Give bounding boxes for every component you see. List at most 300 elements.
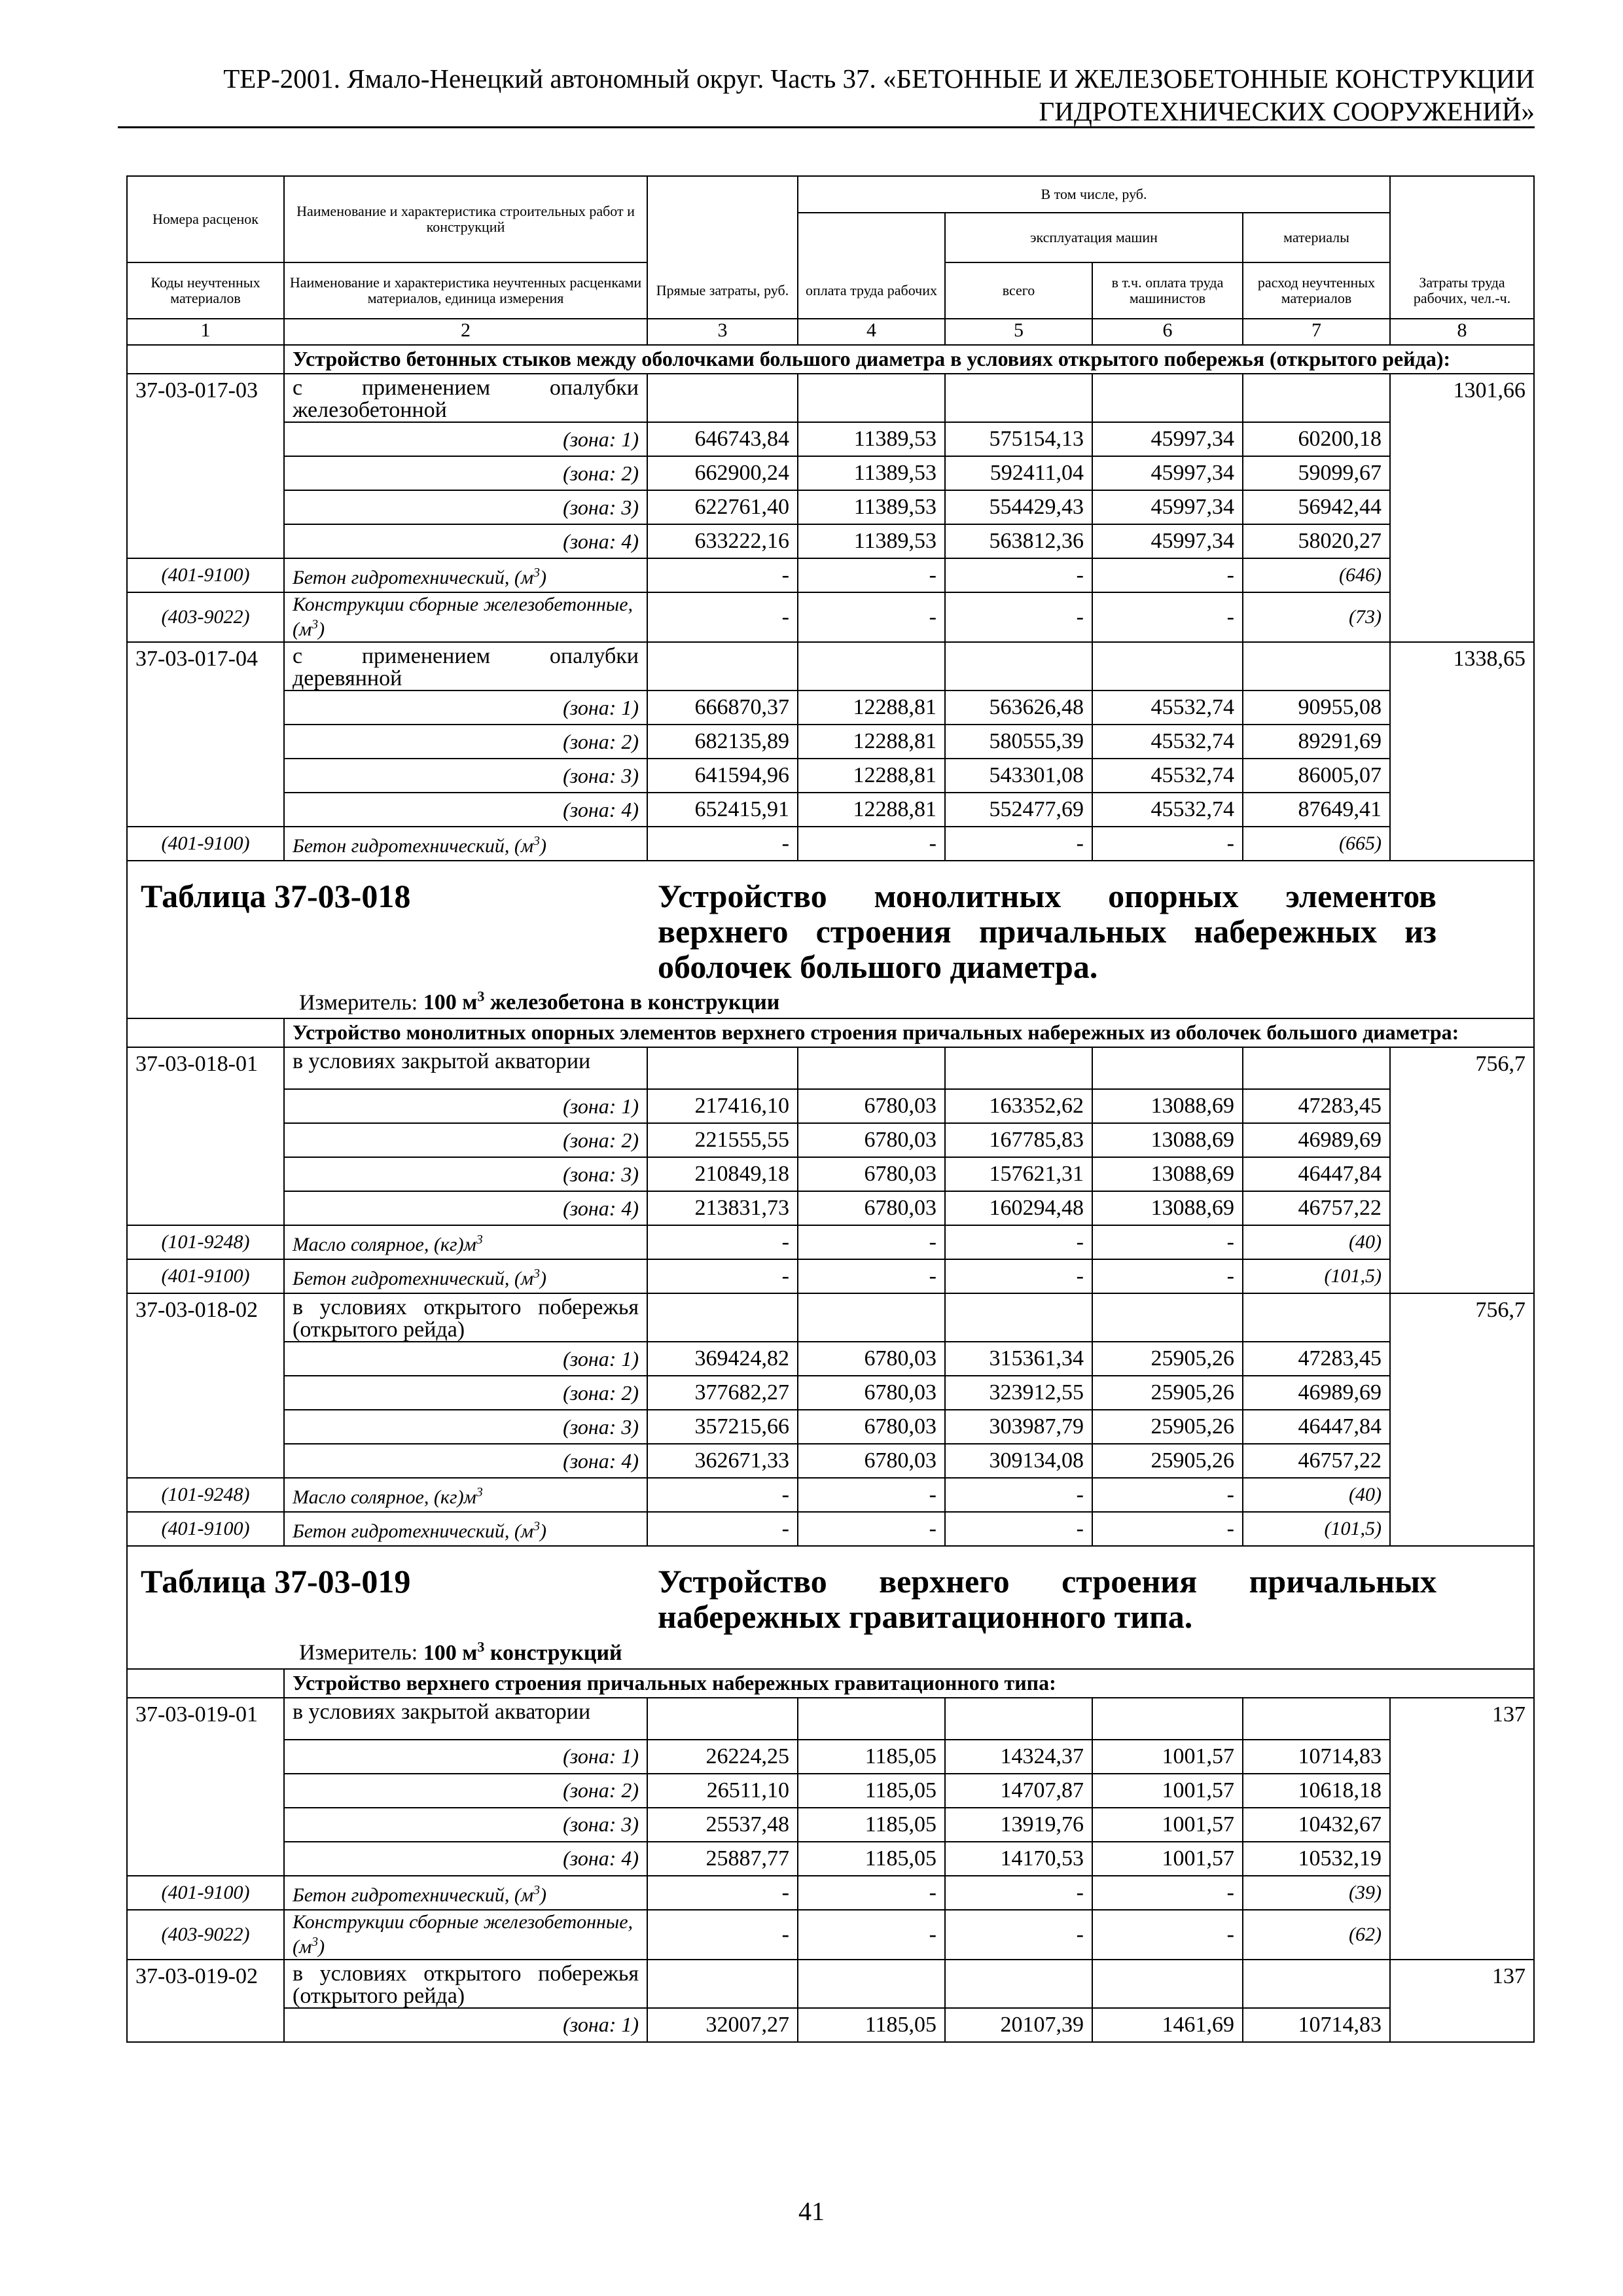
zone-value: 221555,55	[647, 1123, 798, 1157]
labor-cost: 756,7	[1390, 1047, 1534, 1293]
material-qty: (62)	[1243, 1910, 1390, 1960]
empty-cell	[798, 1960, 945, 2008]
col6-head: в т.ч. оплата труда машинистов	[1092, 262, 1243, 319]
zone-label: (зона: 1)	[284, 691, 647, 725]
table-title-wrap	[141, 1564, 1520, 1634]
measurement-unit	[299, 988, 1520, 1015]
labor-cost: 756,7	[1390, 1293, 1534, 1546]
section-heading: Устройство верхнего строения причальных набережных гравитационного типа:	[284, 1669, 1534, 1698]
section-heading-row	[127, 1669, 1534, 1698]
zone-label: (зона: 2)	[284, 725, 647, 759]
table-title-row	[127, 861, 1534, 1018]
empty-cell	[647, 1960, 798, 2008]
dash-cell: -	[945, 592, 1092, 642]
column-number: 2	[284, 319, 647, 345]
table-title-block	[127, 1546, 1534, 1668]
rate-row	[127, 642, 1534, 691]
rate-name: с применением опалубки железобетонной	[284, 374, 647, 422]
zone-value: 45532,74	[1092, 691, 1243, 725]
zone-value: 25905,26	[1092, 1444, 1243, 1478]
zone-value: 46989,69	[1243, 1376, 1390, 1410]
empty-cell	[945, 374, 1092, 422]
material-qty: (665)	[1243, 827, 1390, 861]
zone-value: 14707,87	[945, 1774, 1092, 1808]
zone-value: 12288,81	[798, 725, 945, 759]
zone-value: 1461,69	[1092, 2008, 1243, 2042]
superscript-3: 3	[312, 1934, 319, 1949]
material-row	[127, 1478, 1534, 1512]
zone-row	[127, 1157, 1534, 1191]
dash-cell: -	[945, 1225, 1092, 1259]
table-title-row	[127, 1546, 1534, 1668]
zone-value: 46757,22	[1243, 1444, 1390, 1478]
zone-label: (зона: 3)	[284, 1808, 647, 1842]
zone-row	[127, 1342, 1534, 1376]
col8-head: Затраты труда рабочих, чел.-ч.	[1390, 262, 1534, 319]
empty-cell	[1243, 1293, 1390, 1342]
zone-value: 45532,74	[1092, 793, 1243, 827]
dash-cell: -	[1092, 592, 1243, 642]
rate-name: в условиях открытого побережья (открытого рейда)	[284, 1293, 647, 1342]
zone-row	[127, 1123, 1534, 1157]
zone-value: 87649,41	[1243, 793, 1390, 827]
material-name: Масло солярное, $(кг)м^3$	[284, 1225, 647, 1259]
header-line-2: ГИДРОТЕХНИЧЕСКИХ СООРУЖЕНИЙ»	[1039, 96, 1535, 126]
zone-value: 47283,45	[1243, 1089, 1390, 1123]
measurement-value: 100 $м^3$ железобетона в конструкции	[423, 988, 780, 1015]
rate-name: с применением опалубки деревянной	[284, 642, 647, 691]
zone-value: 377682,27	[647, 1376, 798, 1410]
dash-cell: -	[1092, 1259, 1243, 1293]
column-number: 8	[1390, 319, 1534, 345]
material-code: (401-9100)	[127, 1876, 284, 1910]
zone-value: 12288,81	[798, 691, 945, 725]
zone-value: 45532,74	[1092, 725, 1243, 759]
zone-value: 1001,57	[1092, 1740, 1243, 1774]
material-name: Бетон гидротехнический, $(м^3)$	[284, 1512, 647, 1546]
zone-value: 357215,66	[647, 1410, 798, 1444]
header-line-1: ТЕР-2001. Ямало-Ненецкий автономный округ. Часть 37. «БЕТОННЫЕ И ЖЕЛЕЗОБЕТОННЫЕ КОНСТРУКЦИИ	[223, 63, 1535, 94]
zone-value: 1001,57	[1092, 1808, 1243, 1842]
zone-value: 309134,08	[945, 1444, 1092, 1478]
zone-value: 6780,03	[798, 1123, 945, 1157]
zone-row	[127, 759, 1534, 793]
zone-value: 25905,26	[1092, 1342, 1243, 1376]
table-title-block	[127, 861, 1534, 1018]
dash-cell: -	[798, 1876, 945, 1910]
empty-cell	[798, 1698, 945, 1740]
rate-name: в условиях открытого побережья (открытого рейда)	[284, 1960, 647, 2008]
zone-label: (зона: 1)	[284, 1089, 647, 1123]
zone-label: (зона: 2)	[284, 1774, 647, 1808]
empty-cell	[647, 374, 798, 422]
material-qty: (646)	[1243, 558, 1390, 592]
zone-value: 12288,81	[798, 793, 945, 827]
dash-cell: -	[945, 1478, 1092, 1512]
zone-value: 213831,73	[647, 1191, 798, 1225]
col1a-head: Номера расценок	[127, 176, 284, 262]
dash-cell: -	[1092, 1910, 1243, 1960]
zone-row	[127, 1740, 1534, 1774]
zone-value: 13088,69	[1092, 1157, 1243, 1191]
dash-cell: -	[647, 592, 798, 642]
header-rule	[118, 126, 1535, 128]
zone-value: 45997,34	[1092, 456, 1243, 490]
dash-cell: -	[1092, 1225, 1243, 1259]
zone-value: 13919,76	[945, 1808, 1092, 1842]
zone-value: 369424,82	[647, 1342, 798, 1376]
zone-row	[127, 1089, 1534, 1123]
zone-value: 46447,84	[1243, 1410, 1390, 1444]
column-number: 5	[945, 319, 1092, 345]
labor-cost: 137	[1390, 1698, 1534, 1960]
labor-cost: 1301,66	[1390, 374, 1534, 642]
dash-cell: -	[945, 1876, 1092, 1910]
material-qty: (40)	[1243, 1478, 1390, 1512]
zone-value: 6780,03	[798, 1089, 945, 1123]
column-numbers-row	[127, 319, 1534, 345]
table-title-wrap	[141, 878, 1520, 984]
col4-head: оплата труда рабочих	[798, 262, 945, 319]
dash-cell: -	[945, 1512, 1092, 1546]
col2a-head: Наименование и характеристика строительных работ и конструкций	[284, 176, 647, 262]
superscript-3: 3	[477, 1638, 485, 1655]
dash-cell: -	[1092, 1876, 1243, 1910]
dash-cell: -	[647, 827, 798, 861]
zone-value: 56942,44	[1243, 490, 1390, 524]
zone-row	[127, 524, 1534, 558]
labor-cost: 137	[1390, 1960, 1534, 2042]
section-heading-row	[127, 345, 1534, 374]
material-code: (403-9022)	[127, 1910, 284, 1960]
material-row	[127, 827, 1534, 861]
zone-value: 46757,22	[1243, 1191, 1390, 1225]
section-heading: Устройство монолитных опорных элементов верхнего строения причальных набережных из оболочек большого диаметра:	[284, 1018, 1534, 1047]
zone-value: 46447,84	[1243, 1157, 1390, 1191]
zone-value: 563626,48	[945, 691, 1092, 725]
empty-cell	[127, 345, 284, 374]
empty-cell	[127, 1018, 284, 1047]
rate-row	[127, 374, 1534, 422]
zone-value: 554429,43	[945, 490, 1092, 524]
zone-value: 11389,53	[798, 456, 945, 490]
superscript-3: 3	[312, 617, 319, 632]
zone-label: (зона: 4)	[284, 1191, 647, 1225]
dash-cell: -	[1092, 1478, 1243, 1512]
col3-head: Прямые затраты, руб.	[647, 262, 798, 319]
material-qty: (101,5)	[1243, 1512, 1390, 1546]
zone-value: 11389,53	[798, 490, 945, 524]
zone-value: 10714,83	[1243, 1740, 1390, 1774]
zone-row	[127, 456, 1534, 490]
material-code: (401-9100)	[127, 1512, 284, 1546]
material-qty: (39)	[1243, 1876, 1390, 1910]
rate-name: в условиях закрытой акватории	[284, 1047, 647, 1089]
zone-value: 646743,84	[647, 422, 798, 456]
superscript-3: 3	[533, 565, 541, 580]
zone-value: 1001,57	[1092, 1774, 1243, 1808]
zone-value: 1185,05	[798, 1774, 945, 1808]
zone-value: 1185,05	[798, 1740, 945, 1774]
zone-value: 217416,10	[647, 1089, 798, 1123]
measurement-value: 100 $м^3$ конструкций	[423, 1638, 622, 1665]
zone-row	[127, 1191, 1534, 1225]
zone-value: 563812,36	[945, 524, 1092, 558]
zone-value: 163352,62	[945, 1089, 1092, 1123]
zone-value: 10714,83	[1243, 2008, 1390, 2042]
material-qty: (40)	[1243, 1225, 1390, 1259]
rate-row	[127, 1698, 1534, 1740]
material-qty: (101,5)	[1243, 1259, 1390, 1293]
zone-value: 210849,18	[647, 1157, 798, 1191]
zone-row	[127, 1444, 1534, 1478]
material-name: Бетон гидротехнический, $(м^3)$	[284, 1259, 647, 1293]
zone-label: (зона: 3)	[284, 759, 647, 793]
zone-value: 89291,69	[1243, 725, 1390, 759]
rate-row	[127, 1047, 1534, 1089]
measurement-label: Измеритель:	[299, 990, 418, 1015]
zone-label: (зона: 4)	[284, 1444, 647, 1478]
dash-cell: -	[945, 1910, 1092, 1960]
col5-head: всего	[945, 262, 1092, 319]
zone-value: 12288,81	[798, 759, 945, 793]
material-name: Конструкции сборные железобетонные, $(м^3)$	[284, 1910, 647, 1960]
zone-value: 14324,37	[945, 1740, 1092, 1774]
superscript-3: 3	[533, 1266, 541, 1282]
rate-code: 37-03-017-04	[127, 642, 284, 827]
zone-value: 45997,34	[1092, 490, 1243, 524]
zone-value: 552477,69	[945, 793, 1092, 827]
zone-value: 59099,67	[1243, 456, 1390, 490]
zone-value: 633222,16	[647, 524, 798, 558]
zone-label: (зона: 2)	[284, 1376, 647, 1410]
superscript-3: 3	[477, 988, 485, 1005]
zone-row	[127, 490, 1534, 524]
materials-head: материалы	[1243, 213, 1390, 262]
column-number: 1	[127, 319, 284, 345]
empty-cell	[647, 1293, 798, 1342]
col7-head: расход неучтенных материалов	[1243, 262, 1390, 319]
dash-cell: -	[798, 558, 945, 592]
zone-value: 14170,53	[945, 1842, 1092, 1876]
zone-value: 60200,18	[1243, 422, 1390, 456]
table-description: Устройство верхнего строения причальных набережных гравитационного типа.	[658, 1563, 1436, 1636]
zone-value: 1185,05	[798, 1808, 945, 1842]
zone-value: 1185,05	[798, 1842, 945, 1876]
empty-cell	[945, 1698, 1092, 1740]
zone-value: 652415,91	[647, 793, 798, 827]
material-code: (101-9248)	[127, 1225, 284, 1259]
empty-cell	[1243, 1960, 1390, 2008]
empty-cell	[647, 1698, 798, 1740]
rate-code: 37-03-019-02	[127, 1960, 284, 2042]
zone-value: 10532,19	[1243, 1842, 1390, 1876]
zone-row	[127, 1808, 1534, 1842]
dash-cell: -	[647, 1478, 798, 1512]
zone-row	[127, 691, 1534, 725]
zone-label: (зона: 3)	[284, 1157, 647, 1191]
col2b-head: Наименование и характеристика неучтенных расценками материалов, единица измерения	[284, 262, 647, 319]
zone-value: 58020,27	[1243, 524, 1390, 558]
material-code: (401-9100)	[127, 827, 284, 861]
empty-cell	[798, 642, 945, 691]
empty-cell	[647, 642, 798, 691]
empty-cell	[945, 1293, 1092, 1342]
column-number: 6	[1092, 319, 1243, 345]
zone-value: 315361,34	[945, 1342, 1092, 1376]
empty-cell	[798, 1047, 945, 1089]
dash-cell: -	[647, 1512, 798, 1546]
empty-cell	[647, 1047, 798, 1089]
superscript-3: 3	[476, 1232, 483, 1247]
zone-value: 1001,57	[1092, 1842, 1243, 1876]
dash-cell: -	[945, 827, 1092, 861]
zone-value: 666870,37	[647, 691, 798, 725]
zone-value: 6780,03	[798, 1376, 945, 1410]
material-row	[127, 1259, 1534, 1293]
column-number: 4	[798, 319, 945, 345]
zone-value: 86005,07	[1243, 759, 1390, 793]
zone-row	[127, 422, 1534, 456]
dash-cell: -	[798, 592, 945, 642]
zone-value: 6780,03	[798, 1157, 945, 1191]
zone-value: 362671,33	[647, 1444, 798, 1478]
zone-label: (зона: 4)	[284, 793, 647, 827]
material-name: Бетон гидротехнический, $(м^3)$	[284, 558, 647, 592]
zone-label: (зона: 1)	[284, 2008, 647, 2042]
zone-label: (зона: 4)	[284, 524, 647, 558]
zone-label: (зона: 2)	[284, 1123, 647, 1157]
zone-row	[127, 1410, 1534, 1444]
zone-label: (зона: 4)	[284, 1842, 647, 1876]
dash-cell: -	[798, 1259, 945, 1293]
section-heading-row	[127, 1018, 1534, 1047]
zone-value: 10618,18	[1243, 1774, 1390, 1808]
zone-value: 543301,08	[945, 759, 1092, 793]
zone-value: 26511,10	[647, 1774, 798, 1808]
zone-value: 11389,53	[798, 524, 945, 558]
material-name: Бетон гидротехнический, $(м^3)$	[284, 1876, 647, 1910]
material-row	[127, 1876, 1534, 1910]
table-number: Таблица 37-03-019	[141, 1563, 411, 1600]
empty-cell	[1243, 1698, 1390, 1740]
zone-value: 682135,89	[647, 725, 798, 759]
empty-cell	[798, 374, 945, 422]
empty-cell	[945, 1960, 1092, 2008]
zone-value: 47283,45	[1243, 1342, 1390, 1376]
dash-cell: -	[647, 1876, 798, 1910]
dash-cell: -	[798, 827, 945, 861]
zone-value: 167785,83	[945, 1123, 1092, 1157]
zone-value: 6780,03	[798, 1191, 945, 1225]
empty-cell	[945, 1047, 1092, 1089]
empty-cell	[1243, 1047, 1390, 1089]
dash-cell: -	[647, 558, 798, 592]
material-code: (401-9100)	[127, 558, 284, 592]
zone-value: 10432,67	[1243, 1808, 1390, 1842]
zone-value: 641594,96	[647, 759, 798, 793]
measurement-unit	[299, 1638, 1520, 1665]
column-number: 7	[1243, 319, 1390, 345]
material-code: (403-9022)	[127, 592, 284, 642]
dash-cell: -	[945, 1259, 1092, 1293]
dash-cell: -	[647, 1910, 798, 1960]
zone-value: 662900,24	[647, 456, 798, 490]
zone-value: 25537,48	[647, 1808, 798, 1842]
empty-cell	[127, 1669, 284, 1698]
material-qty: (73)	[1243, 592, 1390, 642]
material-name: Бетон гидротехнический, $(м^3)$	[284, 827, 647, 861]
material-row	[127, 1512, 1534, 1546]
zone-label: (зона: 1)	[284, 1740, 647, 1774]
labor-cost: 1338,65	[1390, 642, 1534, 861]
zone-value: 575154,13	[945, 422, 1092, 456]
price-table	[126, 175, 1535, 2043]
zone-row	[127, 2008, 1534, 2042]
material-name: Конструкции сборные железобетонные, $(м^3)$	[284, 592, 647, 642]
zone-value: 25905,26	[1092, 1376, 1243, 1410]
rate-code: 37-03-017-03	[127, 374, 284, 558]
zone-value: 13088,69	[1092, 1123, 1243, 1157]
zone-row	[127, 1842, 1534, 1876]
dash-cell: -	[798, 1910, 945, 1960]
zone-value: 6780,03	[798, 1444, 945, 1478]
page-number: 41	[798, 2197, 825, 2226]
measurement-label: Измеритель:	[299, 1640, 418, 1665]
dash-cell: -	[1092, 827, 1243, 861]
empty-cell	[1243, 642, 1390, 691]
empty-cell	[1092, 1047, 1243, 1089]
zone-value: 25887,77	[647, 1842, 798, 1876]
zone-value: 90955,08	[1243, 691, 1390, 725]
running-header	[118, 62, 1535, 128]
zone-value: 45997,34	[1092, 524, 1243, 558]
zone-label: (зона: 1)	[284, 422, 647, 456]
zone-row	[127, 725, 1534, 759]
empty-cell	[1243, 374, 1390, 422]
table-number: Таблица 37-03-018	[141, 878, 411, 914]
zone-value: 45532,74	[1092, 759, 1243, 793]
empty-cell	[798, 1293, 945, 1342]
zone-value: 45997,34	[1092, 422, 1243, 456]
dash-cell: -	[945, 558, 1092, 592]
zone-value: 323912,55	[945, 1376, 1092, 1410]
empty-cell	[1092, 374, 1243, 422]
table-description: Устройство монолитных опорных элементов верхнего строения причальных набережных из оболочек большого диаметра.	[658, 878, 1436, 985]
zone-value: 26224,25	[647, 1740, 798, 1774]
material-code: (101-9248)	[127, 1478, 284, 1512]
dash-cell: -	[798, 1512, 945, 1546]
zone-label: (зона: 3)	[284, 1410, 647, 1444]
col1b-head: Коды неучтенных материалов	[127, 262, 284, 319]
material-row	[127, 558, 1534, 592]
zone-value: 13088,69	[1092, 1191, 1243, 1225]
rate-code: 37-03-019-01	[127, 1698, 284, 1876]
column-number: 3	[647, 319, 798, 345]
zone-value: 592411,04	[945, 456, 1092, 490]
rate-row	[127, 1293, 1534, 1342]
superscript-3: 3	[533, 1882, 541, 1897]
zone-value: 622761,40	[647, 490, 798, 524]
zone-value: 6780,03	[798, 1410, 945, 1444]
zone-value: 20107,39	[945, 2008, 1092, 2042]
material-row	[127, 1225, 1534, 1259]
dash-cell: -	[798, 1478, 945, 1512]
empty-cell	[945, 642, 1092, 691]
zone-value: 13088,69	[1092, 1089, 1243, 1123]
empty-cell	[1092, 642, 1243, 691]
material-row	[127, 592, 1534, 642]
